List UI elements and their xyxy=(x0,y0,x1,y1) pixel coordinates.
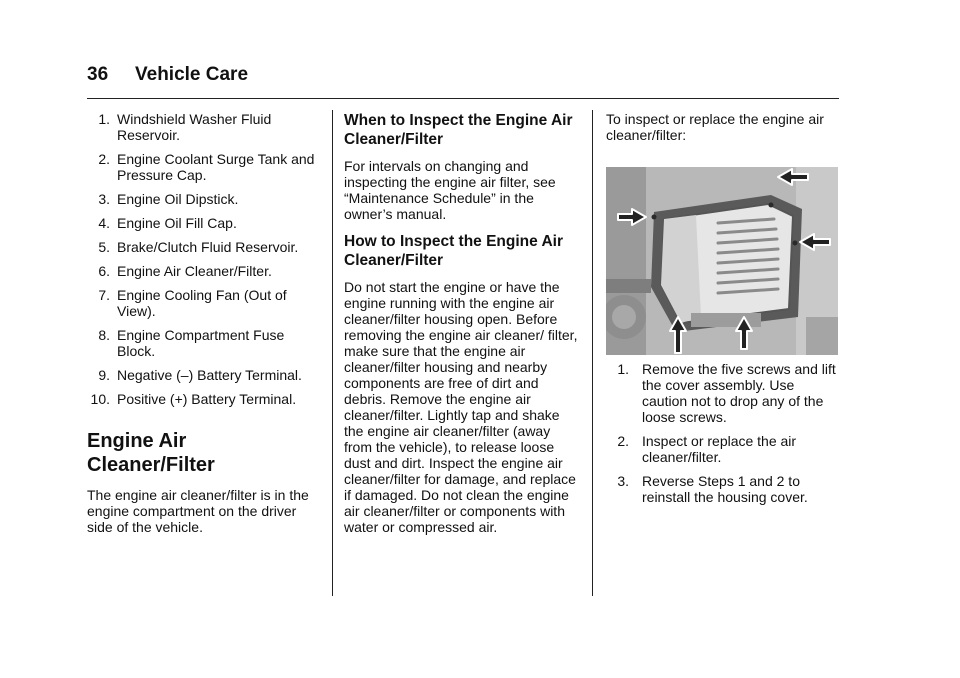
item-number: 4. xyxy=(98,215,110,231)
list-item xyxy=(87,287,317,319)
column-2 xyxy=(344,111,580,545)
component-list xyxy=(87,111,317,407)
step-number: 1. xyxy=(617,361,629,377)
header-rule xyxy=(87,98,839,99)
step-text: Inspect or replace the air cleaner/filter. xyxy=(642,433,797,465)
item-text: Windshield Washer Fluid Reservoir. xyxy=(117,111,272,143)
body-paragraph: Do not start the engine or have the engine running with the engine air cleaner/filter housing open. Before removing the engine air cleaner/ filter, make sure that the engine air cleaner/filter housing and nearby components are free of dirt and debris. Remove the engine air cleaner/filter. Lightly tap and shake the engine air cleaner/filter (away from the vehicle), to release loose dust and dirt. Inspect the engine air cleaner/filter for damage, and replace if damaged. Do not clean the engine air cleaner/filter or components with water or compressed air. xyxy=(344,279,578,535)
item-text: Engine Air Cleaner/Filter. xyxy=(117,263,272,279)
section-title: Vehicle Care xyxy=(135,64,249,85)
item-text: Brake/Clutch Fluid Reservoir. xyxy=(117,239,299,255)
section-heading: Engine Air Cleaner/Filter xyxy=(87,430,215,476)
list-item xyxy=(87,239,317,255)
subsection-heading: When to Inspect the Engine Air Cleaner/Filter xyxy=(344,112,573,148)
column-3 xyxy=(606,111,840,513)
list-item xyxy=(87,215,317,231)
step-text: Reverse Steps 1 and 2 to reinstall the housing cover. xyxy=(642,473,808,505)
column-divider xyxy=(592,110,593,596)
item-text: Engine Oil Fill Cap. xyxy=(117,215,237,231)
item-text: Engine Cooling Fan (Out of View). xyxy=(117,287,287,319)
column-divider xyxy=(332,110,333,596)
list-item xyxy=(87,263,317,279)
item-number: 3. xyxy=(98,191,110,207)
body-paragraph: For intervals on changing and inspecting the engine air filter, see “Maintenance Schedule” in the owner’s manual. xyxy=(344,158,556,222)
list-item xyxy=(87,191,317,207)
item-number: 9. xyxy=(98,367,110,383)
item-number: 1. xyxy=(98,111,110,127)
step-number: 3. xyxy=(617,473,629,489)
item-number: 2. xyxy=(98,151,110,167)
list-item xyxy=(87,151,317,183)
body-paragraph: The engine air cleaner/filter is in the engine compartment on the driver side of the vehicle. xyxy=(87,487,309,535)
list-item xyxy=(87,391,317,407)
item-number: 7. xyxy=(98,287,110,303)
item-number: 8. xyxy=(98,327,110,343)
page-header xyxy=(87,64,839,86)
item-number: 5. xyxy=(98,239,110,255)
item-text: Positive (+) Battery Terminal. xyxy=(117,391,297,407)
step-item xyxy=(606,473,840,505)
step-item xyxy=(606,433,840,465)
air-cleaner-photo xyxy=(606,167,838,355)
item-text: Engine Compartment Fuse Block. xyxy=(117,327,285,359)
subsection-heading: How to Inspect the Engine Air Cleaner/Filter xyxy=(344,233,564,269)
item-number: 10. xyxy=(90,391,110,407)
list-item xyxy=(87,327,317,359)
step-number: 2. xyxy=(617,433,629,449)
air-cleaner-illustration xyxy=(606,167,838,355)
item-number: 6. xyxy=(98,263,110,279)
step-text: Remove the five screws and lift the cover assembly. Use caution not to drop any of the loose screws. xyxy=(642,361,836,425)
item-text: Engine Coolant Surge Tank and Pressure Cap. xyxy=(117,151,315,183)
item-text: Engine Oil Dipstick. xyxy=(117,191,239,207)
intro-paragraph: To inspect or replace the engine air cleaner/filter: xyxy=(606,111,824,143)
column-1 xyxy=(87,111,317,545)
step-item xyxy=(606,361,840,425)
step-list xyxy=(606,361,840,505)
page-number: 36 xyxy=(87,64,109,85)
list-item xyxy=(87,111,317,143)
list-item xyxy=(87,367,317,383)
item-text: Negative (–) Battery Terminal. xyxy=(117,367,302,383)
